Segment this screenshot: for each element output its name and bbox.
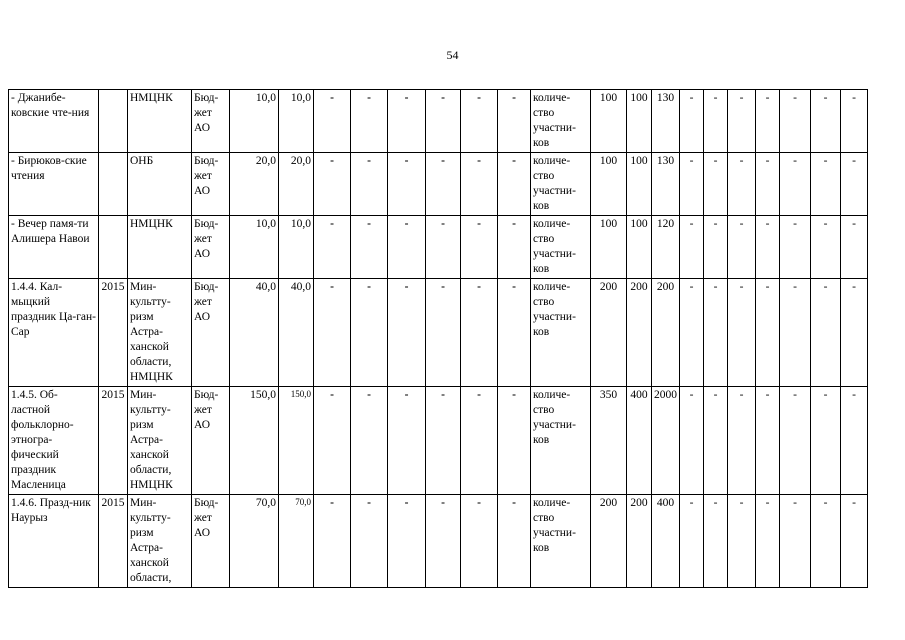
- empty-year-cell: -: [426, 387, 461, 495]
- table-row: [9, 216, 894, 279]
- count-cell: 200: [652, 279, 680, 387]
- count-cell: 130: [652, 153, 680, 216]
- total-sum-cell: 20,0: [230, 153, 279, 216]
- empty-count-cell: -: [780, 90, 811, 153]
- empty-year-cell: -: [461, 153, 498, 216]
- empty-count-cell: -: [680, 495, 704, 588]
- empty-year-cell: -: [498, 153, 531, 216]
- table-row: [9, 279, 894, 387]
- event-name-cell: 1.4.5. Об-ластной фольклорно-этногра-фический праздник Масленица: [9, 387, 99, 495]
- empty-year-cell: -: [388, 495, 426, 588]
- total-sum-cell: 150,0: [230, 387, 279, 495]
- empty-count-cell: -: [780, 216, 811, 279]
- empty-count-cell: -: [680, 153, 704, 216]
- event-name-cell: 1.4.6. Празд-ник Наурыз: [9, 495, 99, 588]
- empty-count-cell: -: [841, 387, 868, 495]
- empty-year-cell: -: [314, 216, 351, 279]
- empty-count-cell: -: [811, 216, 841, 279]
- empty-count-cell: -: [780, 153, 811, 216]
- year-cell: 2015: [99, 279, 128, 387]
- empty-year-cell: -: [351, 90, 388, 153]
- total-sum-cell: 10,0: [230, 216, 279, 279]
- empty-year-cell: -: [314, 279, 351, 387]
- indicator-cell: количе-ство участни-ков: [531, 279, 591, 387]
- executor-cell: Мин-культту-ризм Астра-ханской области, НМЦНК: [128, 387, 192, 495]
- empty-count-cell: -: [841, 279, 868, 387]
- table-row: [9, 495, 894, 588]
- funding-source-cell: Бюд-жет АО: [192, 495, 230, 588]
- empty-year-cell: -: [426, 495, 461, 588]
- empty-year-cell: -: [388, 387, 426, 495]
- empty-year-cell: -: [461, 279, 498, 387]
- year-cell: [99, 90, 128, 153]
- count-cell: 2000: [652, 387, 680, 495]
- empty-year-cell: -: [351, 387, 388, 495]
- empty-count-cell: -: [811, 387, 841, 495]
- empty-year-cell: -: [461, 495, 498, 588]
- empty-count-cell: -: [680, 279, 704, 387]
- count-cell: 130: [652, 90, 680, 153]
- empty-year-cell: -: [314, 90, 351, 153]
- indicator-cell: количе-ство участни-ков: [531, 216, 591, 279]
- funding-source-cell: Бюд-жет АО: [192, 90, 230, 153]
- empty-count-cell: -: [811, 279, 841, 387]
- empty-count-cell: -: [841, 90, 868, 153]
- count-cell: 100: [627, 153, 652, 216]
- empty-year-cell: -: [388, 90, 426, 153]
- total-sum-cell: 10,0: [230, 90, 279, 153]
- empty-year-cell: -: [351, 153, 388, 216]
- empty-count-cell: -: [756, 495, 780, 588]
- count-cell: 200: [627, 495, 652, 588]
- event-name-cell: - Бирюков-ские чтения: [9, 153, 99, 216]
- base-count-cell: 100: [591, 153, 627, 216]
- year-cell: 2015: [99, 387, 128, 495]
- year-cell: 2015: [99, 495, 128, 588]
- indicator-cell: количе-ство участни-ков: [531, 153, 591, 216]
- empty-count-cell: -: [756, 90, 780, 153]
- table-row: [9, 153, 894, 216]
- count-cell: 400: [652, 495, 680, 588]
- empty-year-cell: -: [426, 153, 461, 216]
- base-count-cell: 100: [591, 216, 627, 279]
- year-sum-cell: 20,0: [279, 153, 314, 216]
- empty-year-cell: -: [388, 153, 426, 216]
- count-cell: 100: [627, 90, 652, 153]
- indicator-cell: количе-ство участни-ков: [531, 90, 591, 153]
- year-sum-cell: 10,0: [279, 90, 314, 153]
- funding-source-cell: Бюд-жет АО: [192, 153, 230, 216]
- empty-year-cell: -: [498, 279, 531, 387]
- executor-cell: Мин-культту-ризм Астра-ханской области, НМЦНК: [128, 279, 192, 387]
- empty-year-cell: -: [351, 279, 388, 387]
- empty-count-cell: -: [841, 495, 868, 588]
- year-sum-cell: 150,0: [279, 387, 314, 495]
- event-name-cell: 1.4.4. Кал-мыцкий праздник Ца-ган-Сар: [9, 279, 99, 387]
- empty-count-cell: -: [756, 216, 780, 279]
- indicator-cell: количе-ство участни-ков: [531, 495, 591, 588]
- empty-count-cell: -: [780, 495, 811, 588]
- count-cell: 100: [627, 216, 652, 279]
- base-count-cell: 200: [591, 495, 627, 588]
- empty-count-cell: -: [728, 279, 756, 387]
- empty-count-cell: -: [756, 279, 780, 387]
- funding-source-cell: Бюд-жет АО: [192, 387, 230, 495]
- empty-count-cell: -: [756, 153, 780, 216]
- executor-cell: НМЦНК: [128, 216, 192, 279]
- empty-count-cell: -: [728, 90, 756, 153]
- empty-count-cell: -: [704, 90, 728, 153]
- empty-year-cell: -: [351, 216, 388, 279]
- empty-count-cell: -: [841, 216, 868, 279]
- empty-year-cell: -: [314, 495, 351, 588]
- empty-count-cell: -: [728, 495, 756, 588]
- empty-count-cell: -: [704, 216, 728, 279]
- empty-year-cell: -: [314, 153, 351, 216]
- empty-year-cell: -: [388, 279, 426, 387]
- empty-year-cell: -: [388, 216, 426, 279]
- table-row: [9, 90, 894, 153]
- empty-year-cell: -: [426, 279, 461, 387]
- count-cell: 120: [652, 216, 680, 279]
- empty-count-cell: -: [841, 153, 868, 216]
- empty-count-cell: -: [728, 216, 756, 279]
- empty-count-cell: -: [728, 387, 756, 495]
- empty-count-cell: -: [704, 387, 728, 495]
- year-sum-cell: 10,0: [279, 216, 314, 279]
- program-table: [8, 89, 894, 588]
- executor-cell: НМЦНК: [128, 90, 192, 153]
- empty-year-cell: -: [461, 90, 498, 153]
- empty-year-cell: -: [498, 387, 531, 495]
- total-sum-cell: 70,0: [230, 495, 279, 588]
- empty-count-cell: -: [704, 495, 728, 588]
- empty-count-cell: -: [780, 279, 811, 387]
- executor-cell: Мин-культту-ризм Астра-ханской области,: [128, 495, 192, 588]
- year-cell: [99, 216, 128, 279]
- count-cell: 400: [627, 387, 652, 495]
- empty-count-cell: -: [704, 153, 728, 216]
- empty-year-cell: -: [498, 495, 531, 588]
- year-sum-cell: 40,0: [279, 279, 314, 387]
- empty-count-cell: -: [704, 279, 728, 387]
- event-name-cell: - Джанибе-ковские чте-ния: [9, 90, 99, 153]
- empty-year-cell: -: [314, 387, 351, 495]
- count-cell: 200: [627, 279, 652, 387]
- empty-year-cell: -: [461, 387, 498, 495]
- executor-cell: ОНБ: [128, 153, 192, 216]
- empty-year-cell: -: [498, 90, 531, 153]
- empty-count-cell: -: [680, 387, 704, 495]
- base-count-cell: 200: [591, 279, 627, 387]
- base-count-cell: 350: [591, 387, 627, 495]
- empty-count-cell: -: [680, 90, 704, 153]
- empty-count-cell: -: [780, 387, 811, 495]
- empty-count-cell: -: [756, 387, 780, 495]
- base-count-cell: 100: [591, 90, 627, 153]
- empty-year-cell: -: [426, 90, 461, 153]
- empty-year-cell: -: [498, 216, 531, 279]
- empty-year-cell: -: [351, 495, 388, 588]
- year-cell: [99, 153, 128, 216]
- page-number: 54: [446, 48, 459, 62]
- funding-source-cell: Бюд-жет АО: [192, 279, 230, 387]
- year-sum-cell: 70,0: [279, 495, 314, 588]
- empty-year-cell: -: [426, 216, 461, 279]
- empty-count-cell: -: [680, 216, 704, 279]
- empty-count-cell: -: [728, 153, 756, 216]
- empty-year-cell: -: [461, 216, 498, 279]
- table-row: [9, 387, 894, 495]
- event-name-cell: - Вечер памя-ти Алишера Навои: [9, 216, 99, 279]
- indicator-cell: количе-ство участни-ков: [531, 387, 591, 495]
- empty-count-cell: -: [811, 495, 841, 588]
- total-sum-cell: 40,0: [230, 279, 279, 387]
- funding-source-cell: Бюд-жет АО: [192, 216, 230, 279]
- empty-count-cell: -: [811, 153, 841, 216]
- empty-count-cell: -: [811, 90, 841, 153]
